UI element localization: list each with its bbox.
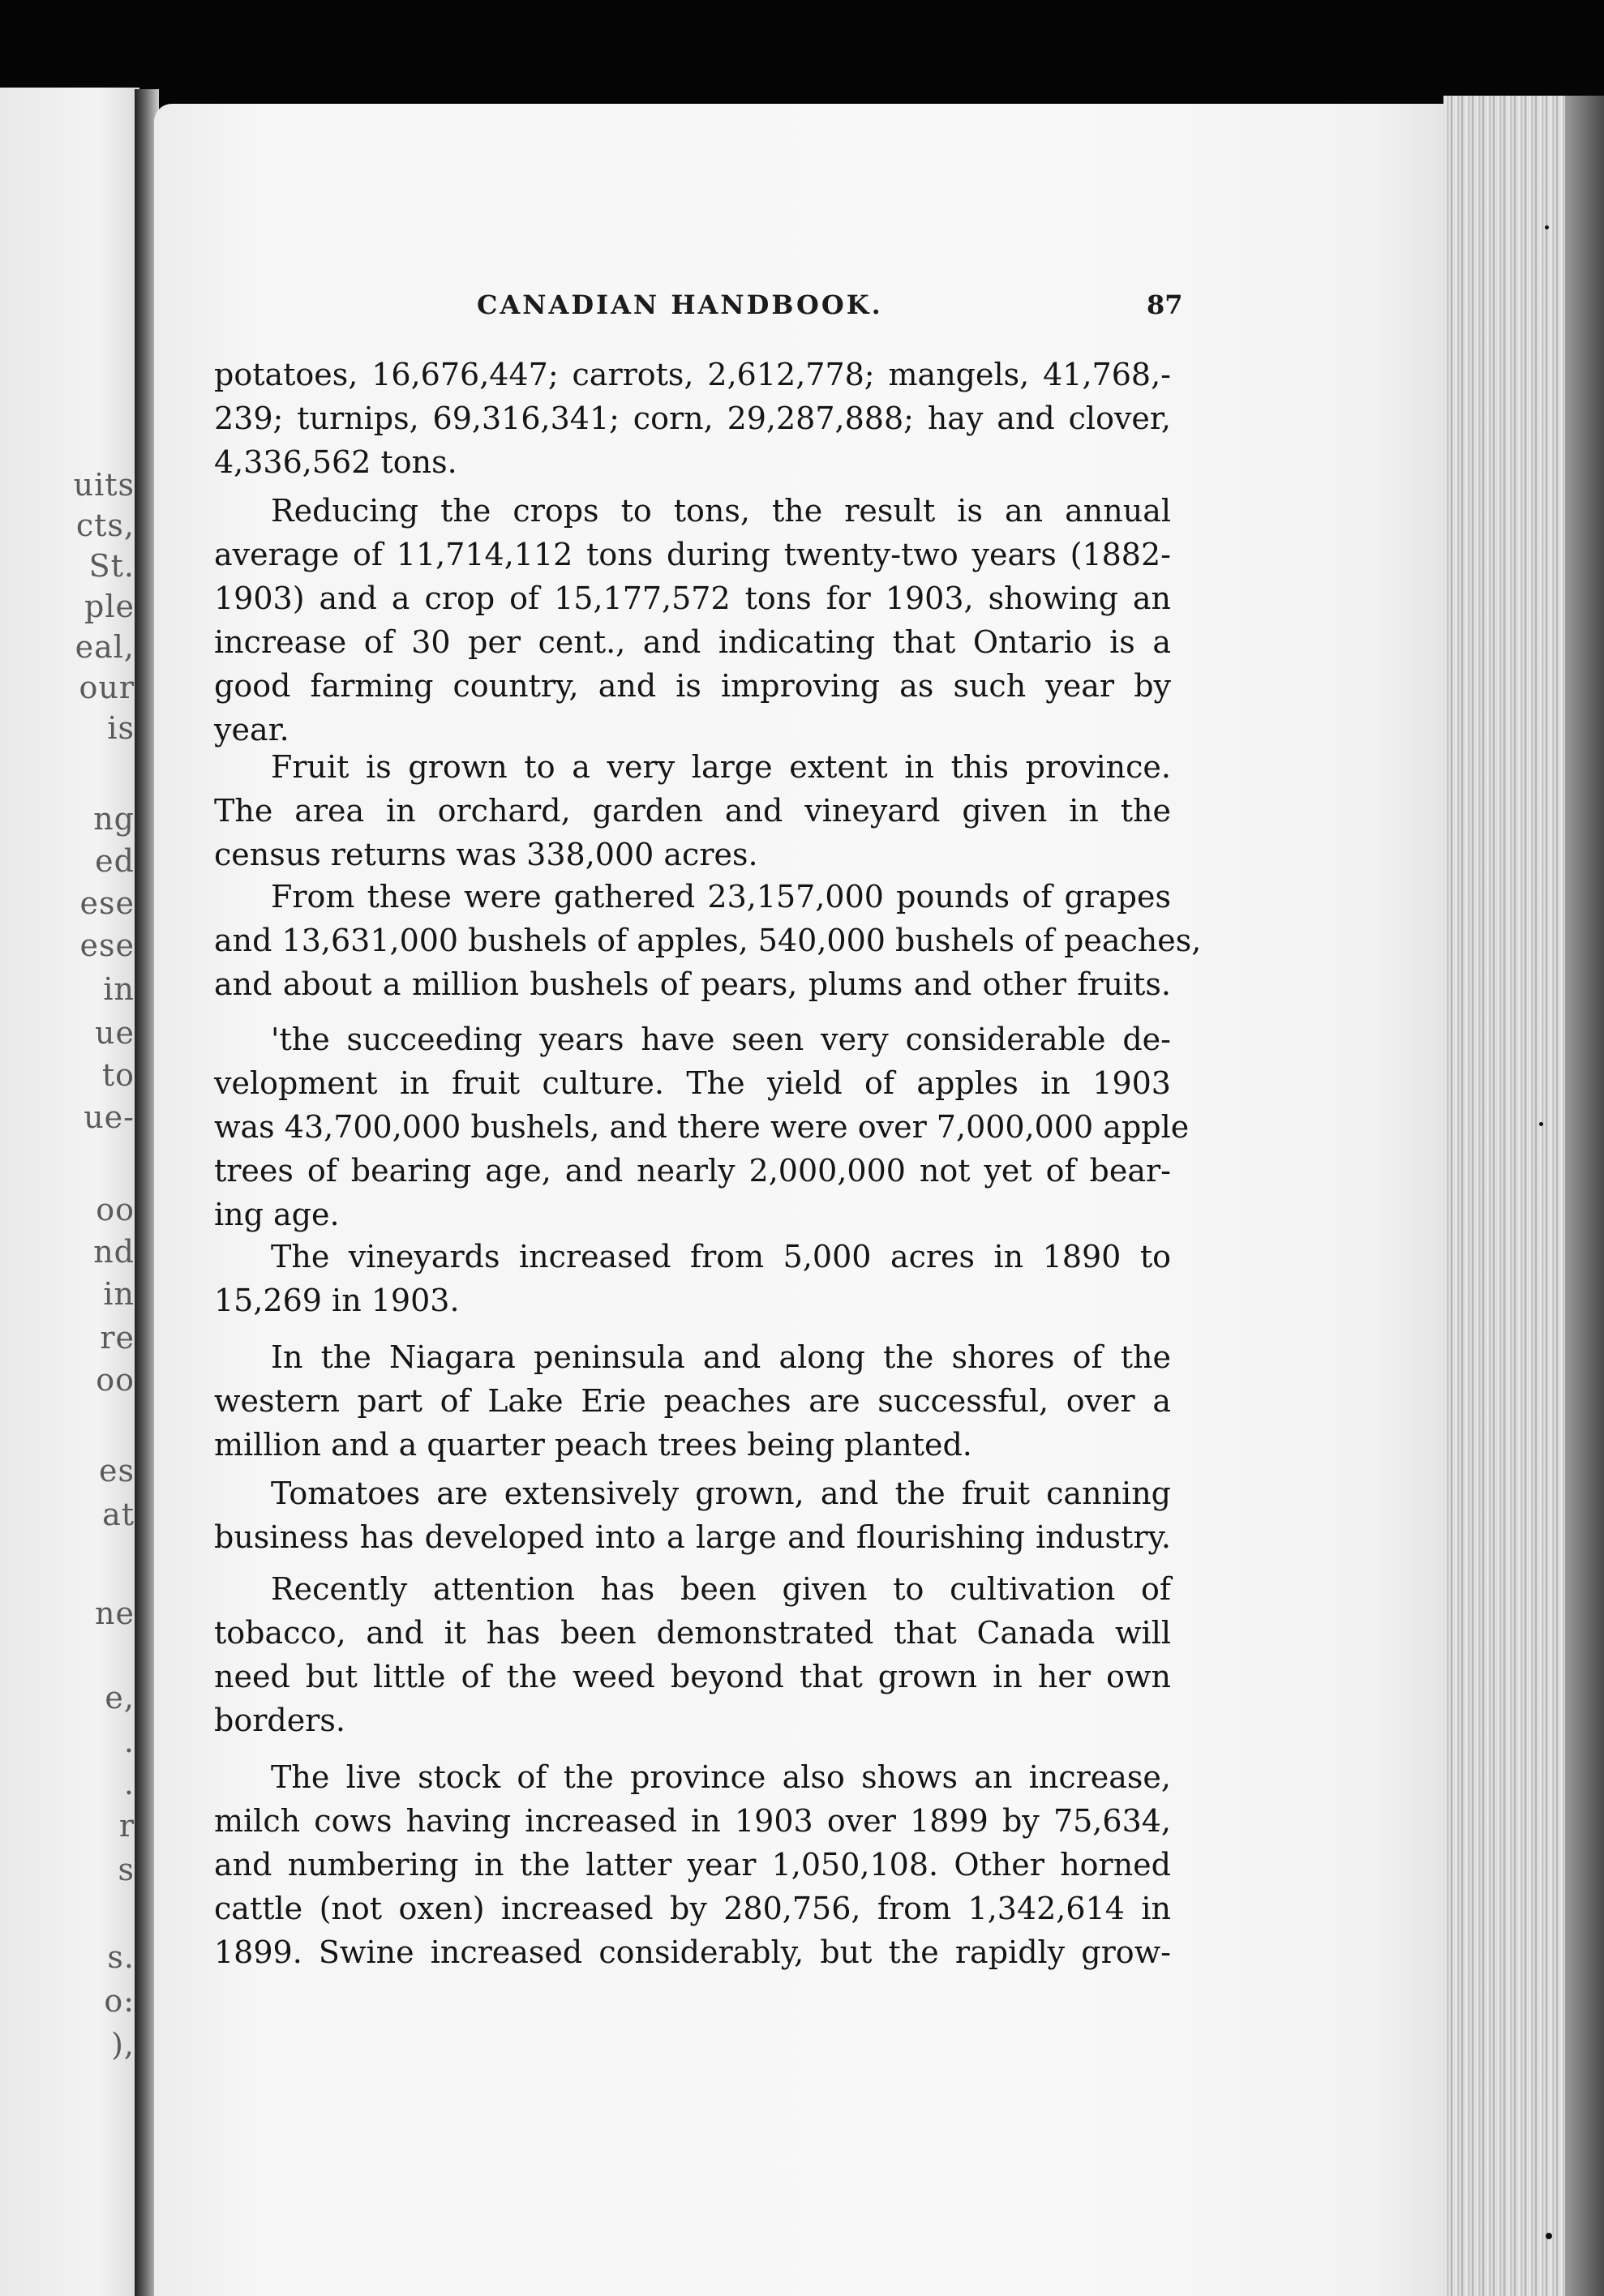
left-margin-fragment: ), [111,2027,135,2063]
page-number: 87 [1147,289,1183,320]
left-margin-fragment: eal, [75,629,135,665]
paragraph-first-line: In the Niagara peninsula and along the shores of the [271,1339,1171,1375]
left-margin-fragment: in [103,1276,135,1312]
body-line: velopment in fruit culture. The yield of apples in 1903 [214,1065,1171,1101]
left-margin-fragment: r [118,1808,135,1844]
paragraph-first-line: 'the succeeding years have seen very considerable de- [271,1022,1171,1057]
left-margin-fragment: our [79,670,135,705]
paragraph-first-line: Tomatoes are extensively grown, and the fruit canning [271,1476,1171,1511]
left-margin-fragment: uits [73,467,135,503]
body-line: potatoes, 16,676,447; carrots, 2,612,778; mangels, 41,768,- [214,357,1171,392]
body-line: increase of 30 per cent., and indicating that Ontario is a [214,624,1171,660]
left-margin-fragment: ne [95,1596,135,1631]
body-line: and numbering in the latter year 1,050,108. Other horned [214,1847,1171,1883]
body-line: year. [214,712,289,747]
left-margin-fragment: at [102,1497,135,1532]
body-line: business has developed into a large and flourishing industry. [214,1519,1171,1555]
left-page-edge [0,88,139,2296]
left-margin-fragment: . [123,1766,135,1801]
left-margin-fragment: cts, [75,508,135,543]
left-margin-fragment: oo [96,1362,135,1398]
body-line: 1899. Swine increased considerably, but the rapidly grow- [214,1934,1171,1970]
left-margin-fragment: s. [107,1939,135,1975]
left-margin-fragment: ue- [84,1099,135,1135]
scan-speck [1539,1122,1543,1126]
left-margin-fragment: nd [93,1234,135,1270]
paragraph-first-line: From these were gathered 23,157,000 pounds of grapes [271,879,1171,915]
body-line: 15,269 in 1903. [214,1283,460,1318]
body-line: western part of Lake Erie peaches are successful, over a [214,1383,1171,1419]
body-line: average of 11,714,112 tons during twenty-two years (1882- [214,537,1171,572]
paragraph-first-line: Fruit is grown to a very large extent in this province. [271,749,1171,785]
body-line: and about a million bushels of pears, plums and other fruits. [214,966,1171,1002]
left-margin-fragment: ng [93,801,135,837]
paragraph-first-line: Recently attention has been given to cultivation of [271,1571,1171,1607]
body-line: cattle (not oxen) increased by 280,756, from 1,342,614 in [214,1891,1171,1926]
paragraph-first-line: Reducing the crops to tons, the result is an annual [271,493,1171,529]
left-margin-fragment: ese [79,927,135,963]
body-line: 1903) and a crop of 15,177,572 tons for 1903, showing an [214,580,1171,616]
paragraph-first-line: The live stock of the province also shows an increase, [271,1759,1171,1795]
body-line: trees of bearing age, and nearly 2,000,000 not yet of bear- [214,1153,1171,1189]
body-line: 239; turnips, 69,316,341; corn, 29,287,888; hay and clover, [214,401,1171,436]
left-margin-fragment: o: [104,1983,135,2019]
left-margin-fragment: is [107,710,135,746]
body-line: need but little of the weed beyond that grown in her own [214,1659,1171,1694]
left-margin-fragment: ue [95,1015,135,1051]
scan-speck [1546,2233,1552,2239]
body-line: and 13,631,000 bushels of apples, 540,000 bushels of peaches, [214,923,1202,958]
left-margin-fragment: ple [84,589,135,624]
body-line: tobacco, and it has been demonstrated that Canada will [214,1615,1171,1651]
left-margin-fragment: ese [79,885,135,921]
paragraph-first-line: The vineyards increased from 5,000 acres in 1890 to [271,1239,1171,1274]
left-margin-fragment: re [100,1320,135,1356]
left-margin-fragment: es [99,1453,135,1489]
left-margin-fragment: to [101,1057,135,1093]
body-line: ing age. [214,1197,340,1232]
body-line: was 43,700,000 bushels, and there were over 7,000,000 apple [214,1109,1190,1145]
left-margin-fragment: . [123,1724,135,1759]
left-margin-fragment: s [118,1852,135,1887]
page-block-edges [1443,96,1573,2296]
left-margin-fragment: e, [105,1680,135,1716]
body-line: census returns was 338,000 acres. [214,837,758,872]
page-block-shadow [1565,96,1604,2296]
body-line: milch cows having increased in 1903 over 1899 by 75,634, [214,1803,1171,1839]
body-line: 4,336,562 tons. [214,444,457,480]
running-title: CANADIAN HANDBOOK. [477,289,883,320]
left-margin-fragment: St. [88,548,135,584]
body-line: good farming country, and is improving as such year by [214,668,1171,704]
scan-speck [1545,225,1549,229]
left-margin-fragment: oo [96,1192,135,1227]
body-line: borders. [214,1703,345,1738]
left-margin-fragment: ed [95,843,135,879]
body-line: The area in orchard, garden and vineyard given in the [214,793,1171,829]
left-margin-fragment: in [103,971,135,1007]
body-line: million and a quarter peach trees being planted. [214,1427,972,1463]
